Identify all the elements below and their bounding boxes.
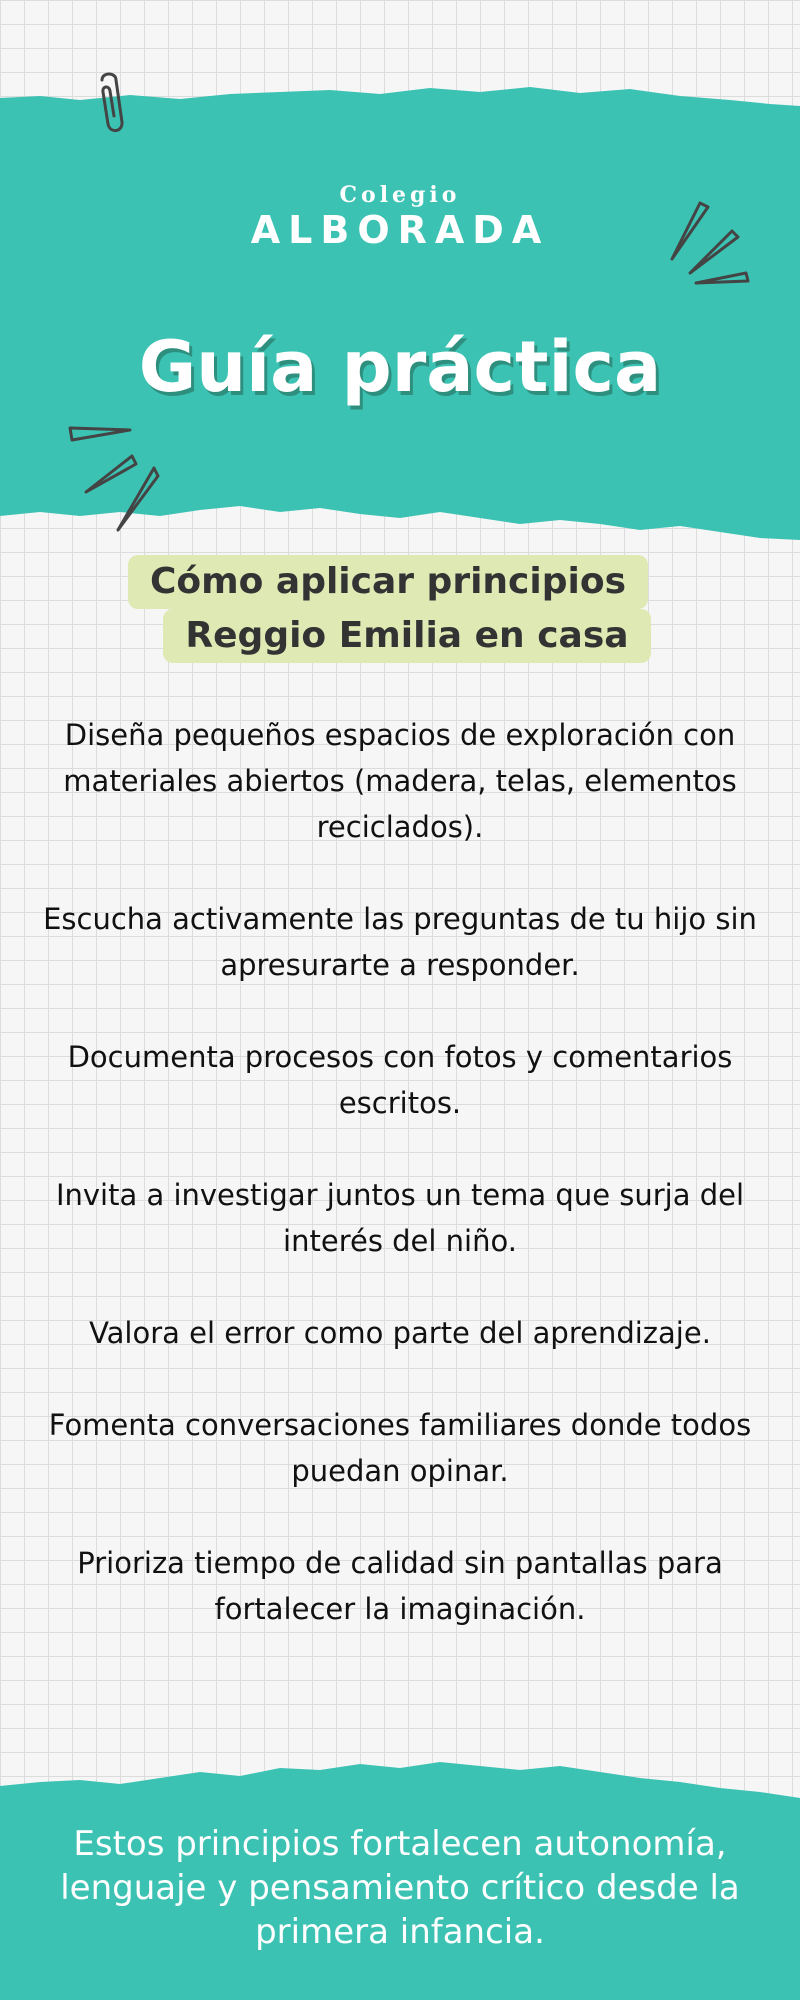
- subtitle-line-1: Cómo aplicar principios: [128, 555, 648, 609]
- brand-prefix: Colegio: [339, 182, 461, 208]
- subtitle: [0, 555, 800, 663]
- tip-item: Diseña pequeños espacios de exploración con materiales abiertos (madera, telas, elementos reciclados).: [63, 718, 737, 844]
- footer-text: Estos principios fortalecen autonomía, lenguaje y pensamiento crítico desde la primera infancia.: [60, 1824, 740, 1952]
- tip-item: Valora el error como parte del aprendizaje.: [89, 1316, 711, 1350]
- tip-item: Prioriza tiempo de calidad sin pantallas para fortalecer la imaginación.: [77, 1546, 723, 1626]
- tip-item: Invita a investigar juntos un tema que surja del interés del niño.: [55, 1178, 745, 1258]
- subtitle-line-2: Reggio Emilia en casa: [163, 609, 650, 663]
- tips-list: [40, 712, 760, 1678]
- tip-item: Fomenta conversaciones familiares donde todos puedan opinar.: [48, 1408, 752, 1488]
- accent-lines-icon: [62, 420, 172, 540]
- page-title: Guía práctica: [138, 326, 662, 408]
- tip-item: Escucha activamente las preguntas de tu hijo sin apresurarte a responder.: [43, 902, 757, 982]
- brand-name: ALBORADA: [250, 208, 550, 252]
- paperclip-icon: [88, 70, 138, 140]
- tip-item: Documenta procesos con fotos y comentarios escritos.: [67, 1040, 733, 1120]
